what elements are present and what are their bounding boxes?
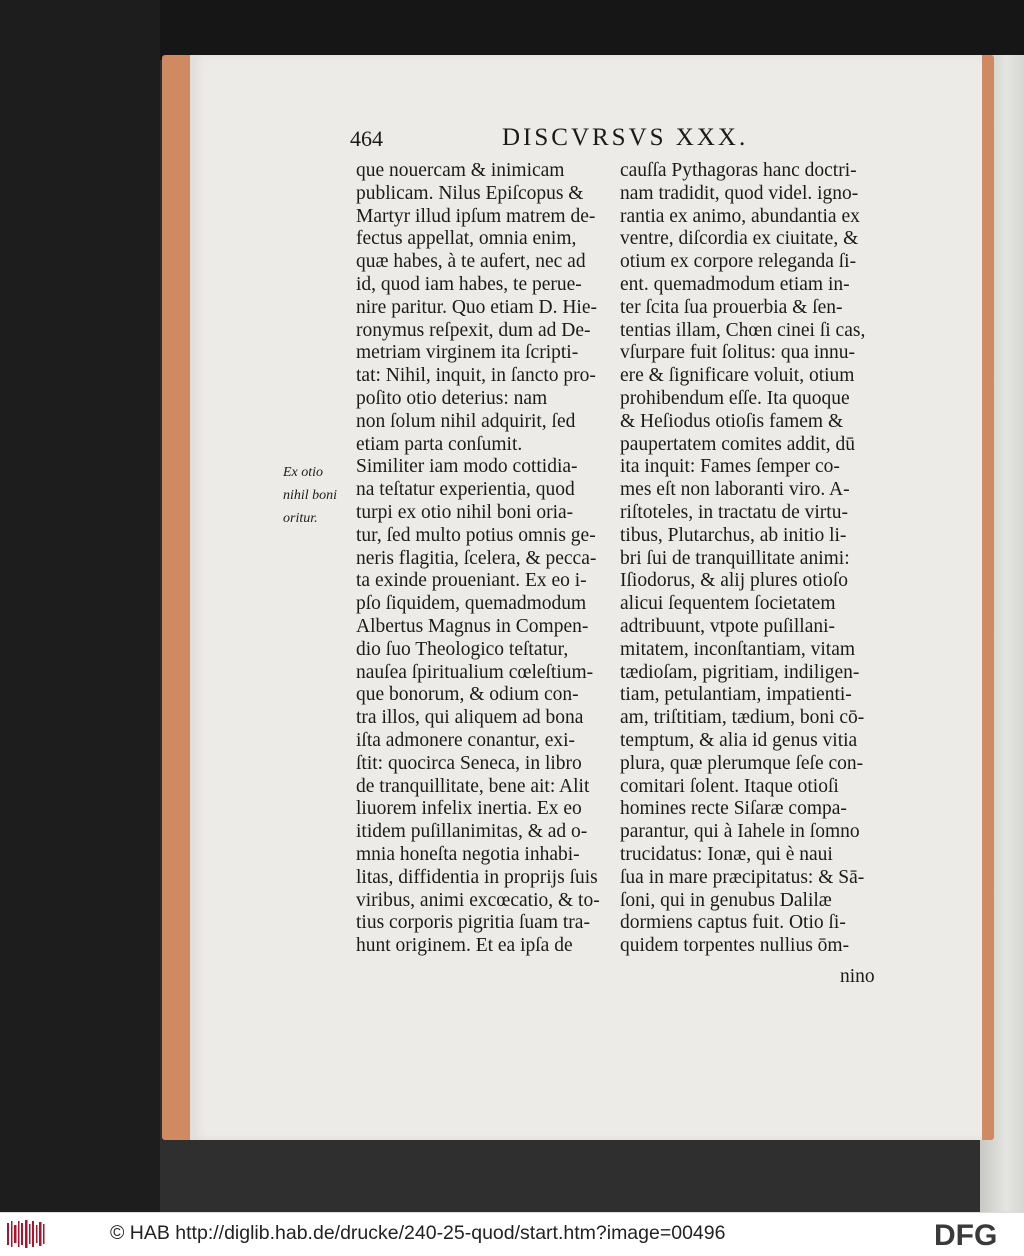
text-line: nire paritur. Quo etiam D. Hie-: [356, 296, 597, 318]
text-line: ere & ſignificare voluit, otium: [620, 365, 855, 387]
text-line: prohibendum eſſe. Ita quoque: [620, 387, 850, 409]
margin-note-line: oritur.: [283, 510, 318, 526]
text-line: homines recte Siſaræ compa-: [620, 798, 847, 820]
text-line: etiam parta conſumit.: [356, 433, 523, 455]
text-line: trucidatus: Ionæ, qui è naui: [620, 843, 833, 865]
text-line: ventre, diſcordia ex ciuitate, &: [620, 228, 859, 250]
text-line: alicui ſequentem ſocietatem: [620, 593, 836, 615]
text-line: mes eſt non laboranti viro. A-: [620, 479, 850, 501]
text-line: am, triſtitiam, tædium, boni cō-: [620, 707, 865, 729]
catchword: nino: [840, 966, 875, 987]
text-line: que nouercam & inimicam: [356, 160, 565, 181]
text-line: pſo ſiquidem, quemadmodum: [356, 593, 587, 615]
text-line: neris flagitia, ſcelera, & pecca-: [356, 547, 597, 569]
text-line: tat: Nihil, inquit, in ſancto pro-: [356, 365, 596, 387]
text-line: bri ſui de tranquillitate animi:: [620, 547, 850, 569]
running-header: [350, 124, 880, 158]
text-line: ſoni, qui in genubus Dalilæ: [620, 889, 832, 911]
margin-note: [283, 462, 355, 530]
text-line: ent. quemadmodum etiam in-: [620, 273, 850, 295]
text-line: tra illos, qui aliquem ad bona: [356, 707, 584, 729]
text-line: Martyr illud ipſum matrem de-: [356, 205, 596, 227]
text-line: mnia honeſta negotia inhabi-: [356, 843, 580, 865]
text-line: otium ex corpore releganda ſi-: [620, 251, 857, 273]
text-line: ta exinde proueniant. Ex eo i-: [356, 570, 587, 592]
text-line: Albertus Magnus in Compen-: [356, 615, 589, 637]
text-line: tiam, petulantiam, impatienti-: [620, 684, 852, 706]
dfg-logo-icon: [932, 1218, 1018, 1250]
text-line: vſurpare fuit ſolitus: qua innu-: [620, 342, 856, 364]
margin-note-line: nihil boni: [283, 487, 338, 503]
text-line: non ſolum nihil adquirit, ſed: [356, 410, 576, 432]
text-line: iſta admonere conantur, exi-: [356, 729, 576, 751]
hab-barcode-logo-icon: [6, 1219, 46, 1249]
text-line: poſito otio deterius: nam: [356, 387, 548, 409]
text-line: dormiens captus fuit. Otio ſi-: [620, 912, 846, 934]
text-line: metriam virginem ita ſcripti-: [356, 342, 579, 364]
text-line: cauſſa Pythagoras hanc doctri-: [620, 160, 857, 181]
text-line: Similiter iam modo cottidia-: [356, 456, 578, 478]
text-line: & Heſiodus otioſis famem &: [620, 410, 844, 432]
text-line: publicam. Nilus Epiſcopus &: [356, 182, 584, 204]
left-text-column: [356, 160, 616, 958]
text-line: mitatem, inconſtantiam, vitam: [620, 638, 856, 660]
text-line: ſtit: quocirca Seneca, in libro: [356, 752, 582, 774]
text-line: turpi ex otio nihil boni oria-: [356, 501, 574, 523]
text-line: litas, diffidentia in proprijs ſuis: [356, 866, 598, 888]
text-line: tius corporis pigritia ſuam tra-: [356, 912, 590, 934]
text-line: fectus appellat, omnia enim,: [356, 228, 577, 250]
page-number: 464: [350, 126, 383, 151]
text-line: de tranquillitate, bene ait: Alit: [356, 775, 590, 797]
text-line: quidem torpentes nullius ōm-: [620, 935, 850, 957]
text-line: hunt originem. Et ea ipſa de: [356, 935, 573, 957]
text-line: ita inquit: Fames ſemper co-: [620, 456, 840, 478]
text-line: temptum, & alia id genus vitia: [620, 729, 858, 751]
text-line: viribus, animi excœcatio, & to-: [356, 889, 600, 911]
text-line: nam tradidit, quod videl. igno-: [620, 182, 859, 204]
text-line: dio ſuo Theologico teſtatur,: [356, 638, 569, 660]
margin-note-line: Ex otio: [283, 465, 324, 480]
text-line: plura, quæ plerumque ſeſe con-: [620, 752, 864, 774]
text-line: na teſtatur experientia, quod: [356, 479, 575, 501]
right-text-column: [620, 160, 880, 958]
copyright-link[interactable]: © HAB http://diglib.hab.de/drucke/240-25-quod/start.htm?image=00496: [110, 1222, 726, 1244]
text-line: Iſiodorus, & alij plures otioſo: [620, 570, 849, 592]
text-line: id, quod iam habes, te perue-: [356, 273, 582, 295]
svg-text:DFG: DFG: [934, 1219, 998, 1250]
text-line: riſtoteles, in tractatu de virtu-: [620, 501, 848, 523]
text-line: parantur, qui à Iahele in ſomno: [620, 821, 860, 843]
text-line: itidem puſillanimitas, & ad o-: [356, 821, 588, 843]
text-line: tædioſam, pigritiam, indiligen-: [620, 661, 860, 683]
text-line: ſua in mare præcipitatus: & Sā-: [620, 866, 865, 888]
text-line: liuorem infelix inertia. Ex eo: [356, 798, 582, 820]
text-line: tibus, Plutarchus, ab initio li-: [620, 524, 847, 546]
text-line: ter ſcita ſua prouerbia & ſen-: [620, 296, 843, 318]
text-line: paupertatem comites addit, dū: [620, 433, 856, 455]
text-line: ronymus reſpexit, dum ad De-: [356, 319, 591, 341]
text-line: nauſea ſpiritualium cœleſtium-: [356, 661, 594, 683]
text-line: comitari ſolent. Itaque otioſi: [620, 775, 839, 797]
text-line: adtribuunt, vtpote puſillani-: [620, 615, 836, 637]
running-head-title: DISCVRSVS XXX.: [502, 124, 749, 151]
text-line: quæ habes, à te aufert, nec ad: [356, 251, 586, 273]
text-line: rantia ex animo, abundantia ex: [620, 205, 860, 227]
text-line: tur, ſed multo potius omnis ge-: [356, 524, 596, 546]
scan-left-shadow: [0, 0, 160, 1212]
text-line: tentias illam, Chœn cinei ſi cas,: [620, 319, 866, 341]
text-line: que bonorum, & odium con-: [356, 684, 579, 706]
